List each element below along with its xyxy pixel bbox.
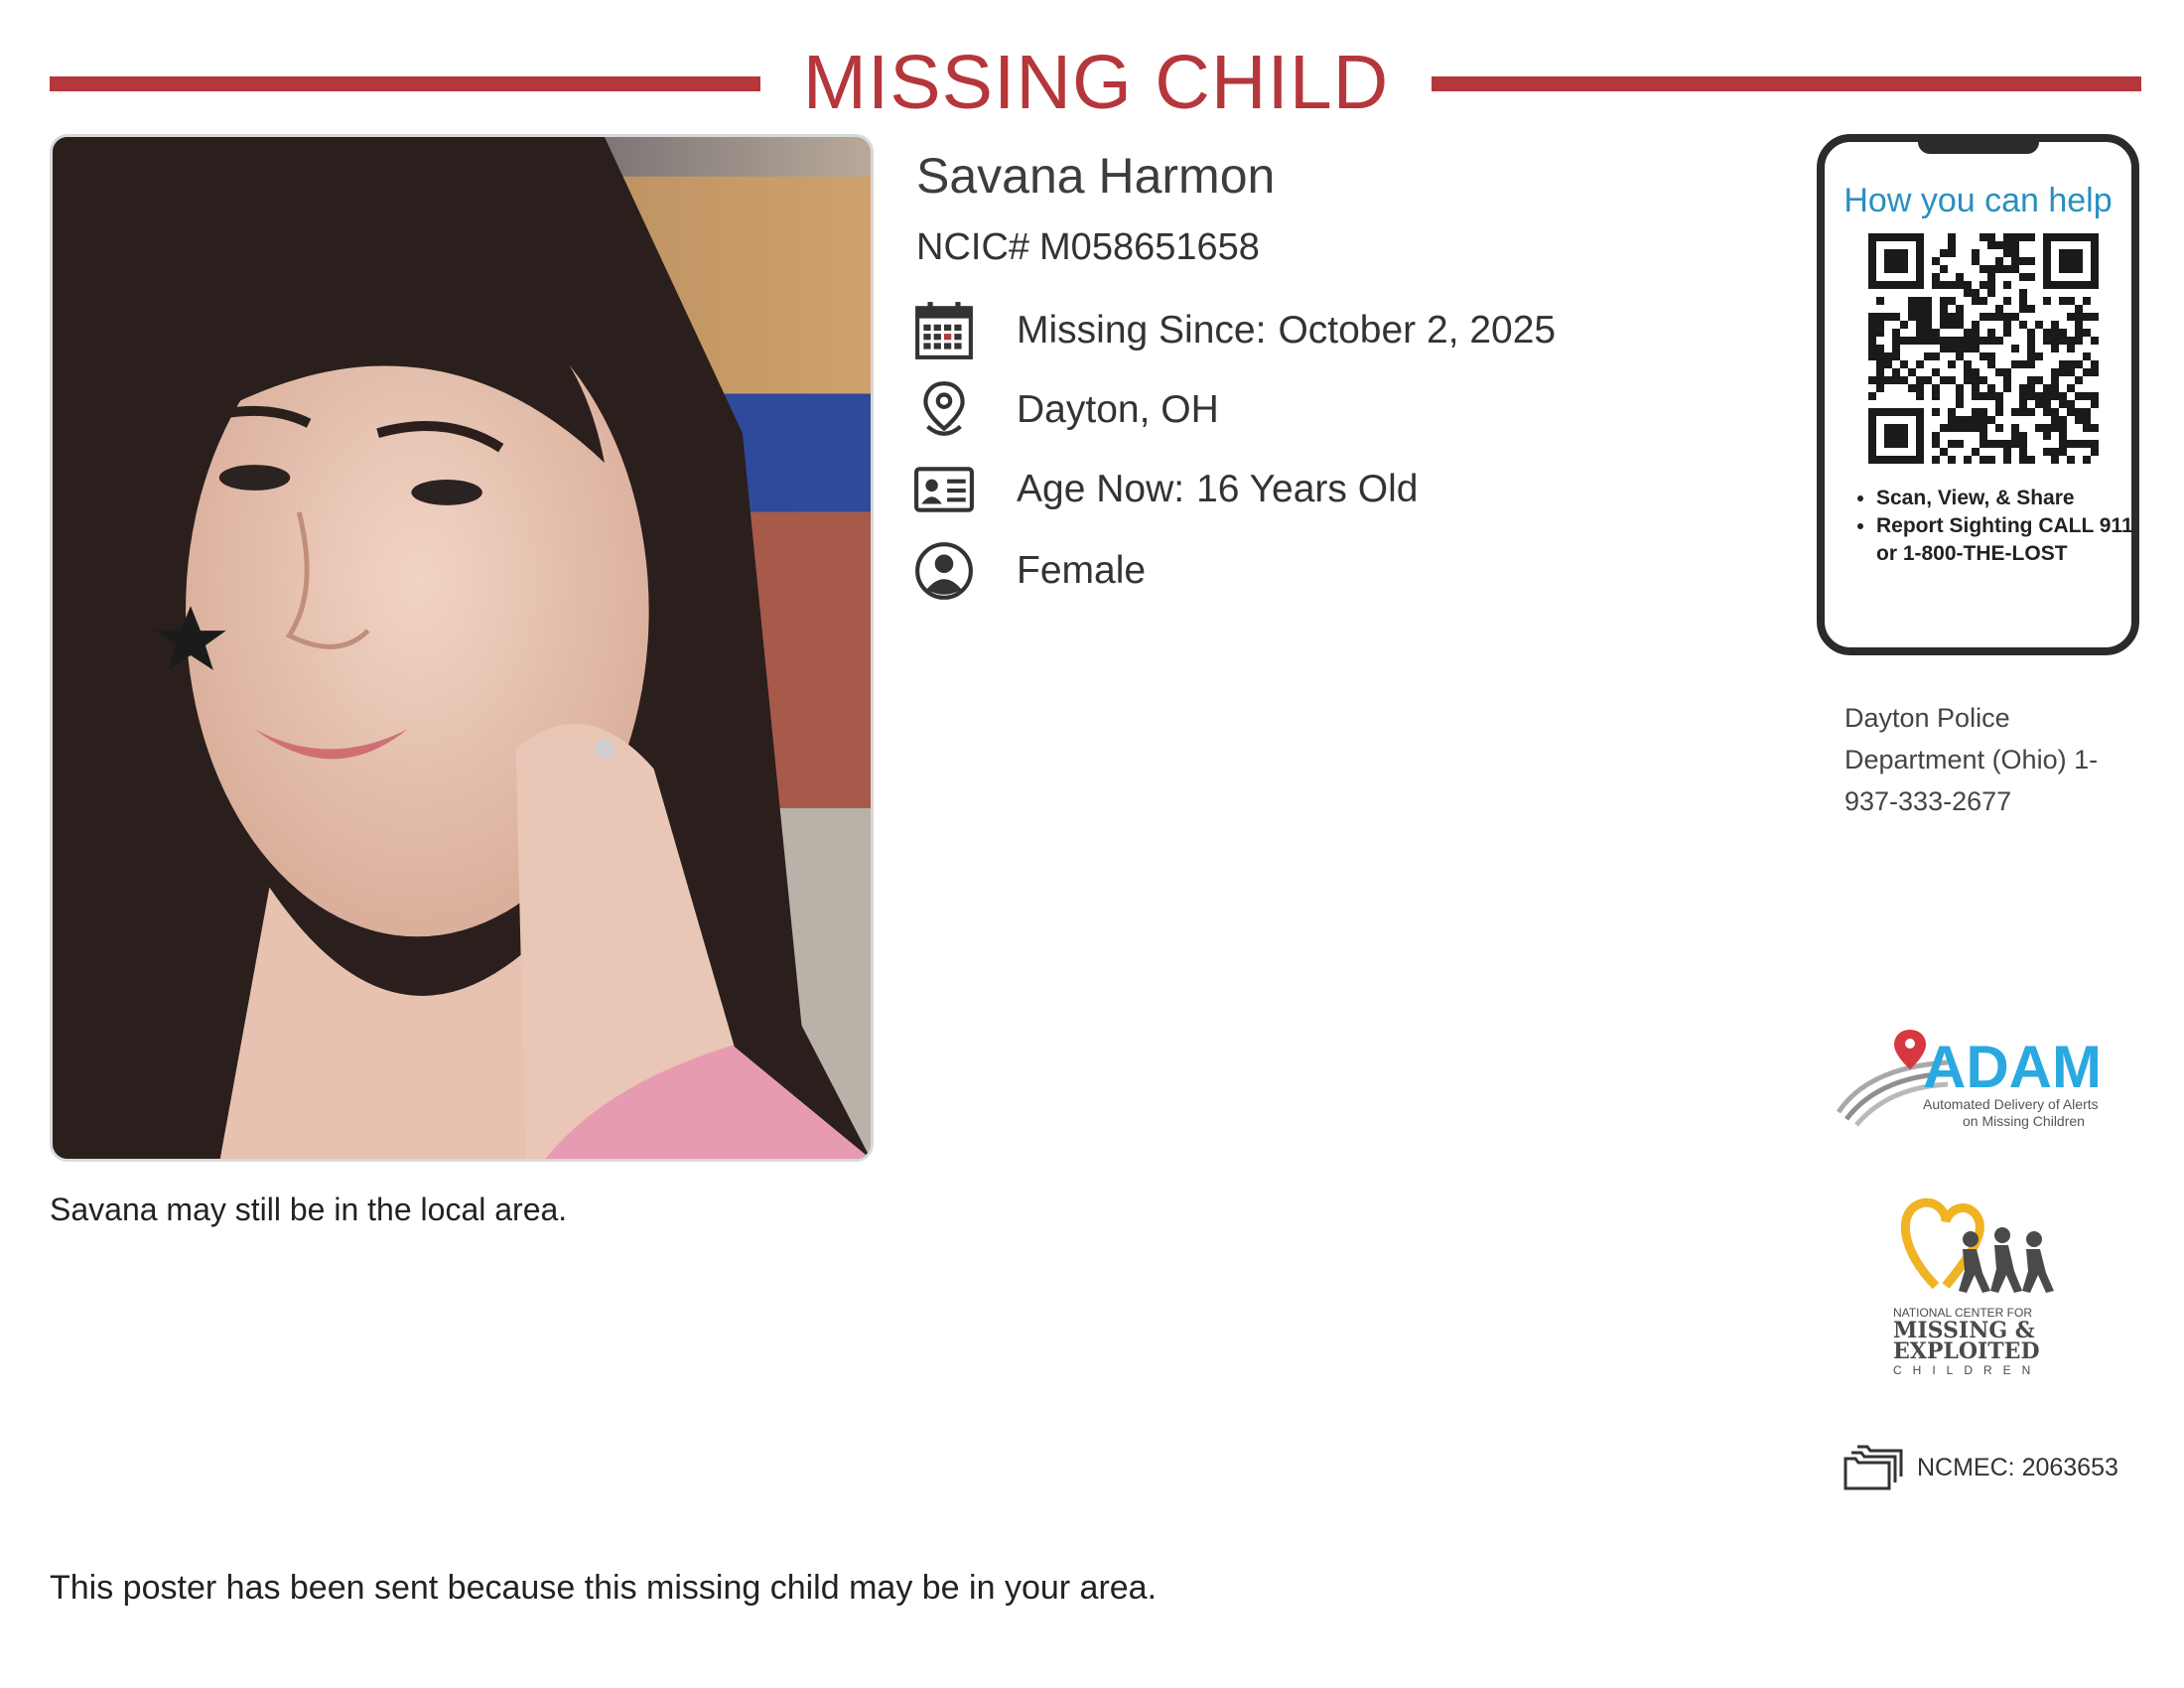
child-photo [50, 134, 874, 1162]
how-to-help-card [1817, 134, 2139, 655]
ncmec-label: NCMEC: [1917, 1453, 2015, 1481]
location-row [913, 380, 1219, 440]
ncmec-logo-line4: CHILDREN [1893, 1363, 2042, 1377]
ncic-label: NCIC# [916, 226, 1030, 268]
adam-logo-tagline-2: on Missing Children [1963, 1113, 2085, 1129]
qr-code[interactable] [1868, 233, 2099, 464]
ncmec-logo-line1: NATIONAL CENTER FOR [1893, 1306, 2033, 1320]
help-title: How you can help [1843, 182, 2113, 219]
ncic-number [916, 226, 1260, 269]
help-item-report: • Report Sighting CALL 911 or 1-800-THE-LOST [1876, 512, 2146, 568]
help-item-share: • Scan, View, & Share [1876, 485, 2146, 512]
adam-logo-name: ADAM [1923, 1034, 2102, 1100]
id-card-icon [913, 459, 975, 520]
person-icon [913, 540, 975, 602]
adam-logo [1829, 1028, 2126, 1137]
missing-since-value: October 2, 2025 [1278, 309, 1557, 352]
missing-since-label: Missing Since: [1017, 309, 1267, 352]
page-title: MISSING CHILD [802, 40, 1390, 125]
ncmec-case-id [1843, 1445, 2118, 1490]
location-value: Dayton, OH [1017, 388, 1219, 431]
age-row [913, 460, 1418, 519]
help-list [1848, 485, 2146, 568]
missing-since-row [913, 301, 1556, 360]
age-label: Age Now: [1017, 468, 1185, 510]
adam-logo-tagline-1: Automated Delivery of Alerts [1923, 1096, 2099, 1112]
phone-notch [1918, 140, 2039, 154]
police-contact: Dayton Police Department (Ohio) 1-937-333-2677 [1844, 703, 2099, 816]
ncmec-logo-line2: MISSING & [1893, 1318, 2035, 1343]
sex-value: Female [1017, 549, 1147, 592]
folder-stack-icon [1843, 1445, 1903, 1490]
location-pin-icon [913, 379, 975, 441]
age-value: 16 Years Old [1196, 468, 1419, 510]
photo-caption: Savana may still be in the local area. [50, 1192, 568, 1227]
header-rule-left [50, 76, 760, 91]
header-rule-right [1432, 76, 2141, 91]
ncmec-logo-line3: EXPLOITED [1893, 1338, 2040, 1364]
ncic-value: M058651658 [1039, 226, 1260, 268]
ncmec-id-value: 2063653 [2021, 1453, 2118, 1481]
ncmec-logo [1891, 1192, 2060, 1380]
sex-row [913, 541, 1146, 601]
child-name: Savana Harmon [916, 148, 1276, 204]
calendar-icon [913, 300, 975, 361]
footer-notice: This poster has been sent because this missing child may be in your area. [50, 1569, 1158, 1607]
